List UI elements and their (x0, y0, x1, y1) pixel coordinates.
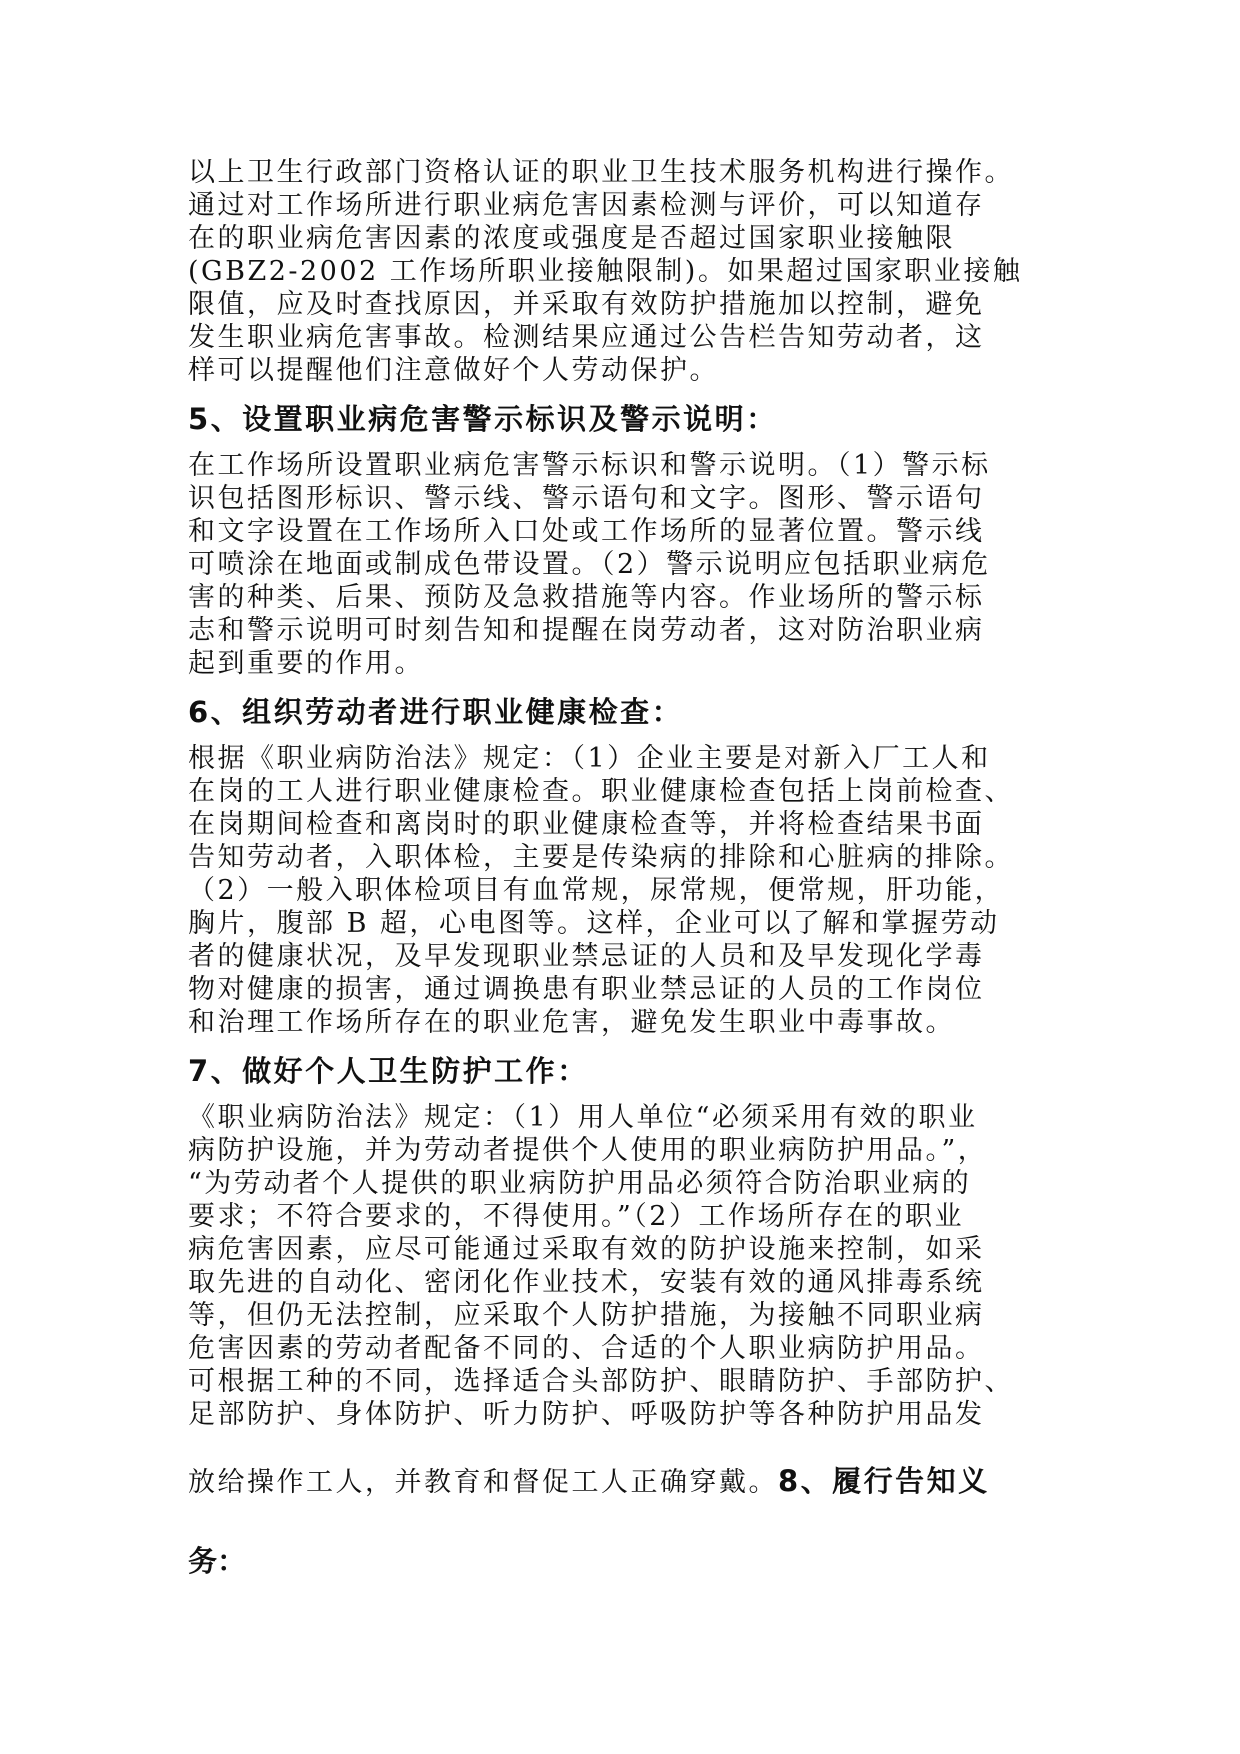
section-8-heading-start: 8、履行告知义 (778, 1464, 990, 1498)
text-line: 以上卫生行政部门资格认证的职业卫生技术服务机构进行操作。 (188, 157, 1014, 188)
text-line: 危害因素的劳动者配备不同的、合适的个人职业病防护用品。 (188, 1333, 985, 1364)
text-line: 胸片，腹部 B 超，心电图等。这样，企业可以了解和掌握劳动 (188, 908, 1000, 939)
section-6-body (188, 742, 1056, 1039)
text-line: 在岗的工人进行职业健康检查。职业健康检查包括上岗前检查、 (188, 776, 1014, 807)
text-line: 等，但仍无法控制，应采取个人防护措施，为接触不同职业病 (188, 1300, 985, 1331)
tail-text: 放给操作工人，并教育和督促工人正确穿戴。 (188, 1467, 778, 1498)
text-line: 害的种类、后果、预防及急救措施等内容。作业场所的警示标 (188, 582, 985, 613)
text-line: 识包括图形标识、警示线、警示语句和文字。图形、警示语句 (188, 483, 985, 514)
document-page (188, 156, 1056, 1583)
text-line: 病危害因素，应尽可能通过采取有效的防护设施来控制，如采 (188, 1234, 985, 1265)
text-line: 和文字设置在工作场所入口处或工作场所的显著位置。警示线 (188, 516, 985, 547)
text-line: 可根据工种的不同，选择适合头部防护、眼睛防护、手部防护、 (188, 1366, 1014, 1397)
text-line: 病防护设施，并为劳动者提供个人使用的职业病防护用品。”， (188, 1135, 988, 1166)
text-line: 在的职业病危害因素的浓度或强度是否超过国家职业接触限 (188, 223, 955, 254)
text-line: 要求；不符合要求的，不得使用。”（2）工作场所存在的职业 (188, 1201, 964, 1232)
section-8-heading-end: 务： (188, 1544, 247, 1578)
text-line: “为劳动者个人提供的职业病防护用品必须符合防治职业病的 (188, 1168, 972, 1199)
text-line: 者的健康状况，及早发现职业禁忌证的人员和及早发现化学毒 (188, 941, 985, 972)
text-line: 告知劳动者，入职体检，主要是传染病的排除和心脏病的排除。 (188, 842, 1014, 873)
text-line: （2）一般入职体检项目有血常规，尿常规，便常规，肝功能， (188, 875, 1005, 906)
text-line: 在工作场所设置职业病危害警示标识和警示说明。（1）警示标 (188, 450, 991, 481)
text-line: (GBZ2-2002 工作场所职业接触限制)。如果超过国家职业接触 (188, 256, 1023, 287)
section-6-heading: 6、组织劳动者进行职业健康检查： (188, 695, 684, 729)
text-line: 志和警示说明可时刻告知和提醒在岗劳动者，这对防治职业病 (188, 615, 985, 646)
text-line: 可喷涂在地面或制成色带设置。（2）警示说明应包括职业病危 (188, 549, 991, 580)
text-line: 物对健康的损害，通过调换患有职业禁忌证的人员的工作岗位 (188, 974, 985, 1005)
text-line: 通过对工作场所进行职业病危害因素检测与评价，可以知道存 (188, 190, 985, 221)
text-line: 样可以提醒他们注意做好个人劳动保护。 (188, 355, 719, 386)
paragraph-intro (188, 156, 1056, 387)
text-line: 在岗期间检查和离岗时的职业健康检查等，并将检查结果书面 (188, 809, 985, 840)
section-7-tail-line (188, 1459, 1056, 1505)
text-line: 根据《职业病防治法》规定：（1）企业主要是对新入厂工人和 (188, 743, 991, 774)
section-7-body (188, 1101, 1056, 1431)
text-line: 取先进的自动化、密闭化作业技术，安装有效的通风排毒系统 (188, 1267, 985, 1298)
section-5-body (188, 449, 1056, 680)
text-line: 《职业病防治法》规定：（1）用人单位“必须采用有效的职业 (188, 1102, 978, 1133)
text-line: 足部防护、身体防护、听力防护、呼吸防护等各种防护用品发 (188, 1399, 985, 1430)
text-line: 和治理工作场所存在的职业危害，避免发生职业中毒事故。 (188, 1007, 955, 1038)
section-7-heading: 7、做好个人卫生防护工作： (188, 1054, 589, 1088)
text-line: 发生职业病危害事故。检测结果应通过公告栏告知劳动者，这 (188, 322, 985, 353)
text-line: 限值，应及时查找原因，并采取有效防护措施加以控制，避免 (188, 289, 985, 320)
text-line: 起到重要的作用。 (188, 648, 424, 679)
section-5-heading: 5、设置职业病危害警示标识及警示说明： (188, 402, 778, 436)
